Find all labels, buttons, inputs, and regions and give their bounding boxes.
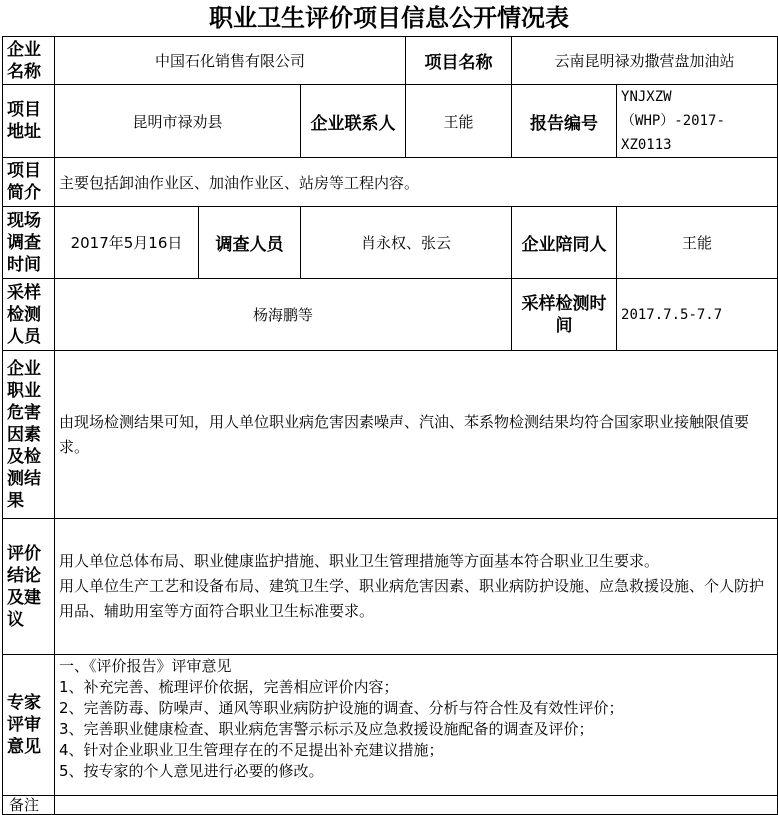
row-sampling <box>3 279 778 351</box>
expert-line: 5、按专家的个人意见进行必要的修改。 <box>59 762 324 780</box>
project-address-value: 昆明市禄劝县 <box>55 85 301 158</box>
project-name-label: 项目名称 <box>406 37 512 85</box>
report-no-label: 报告编号 <box>512 85 617 158</box>
expert-opinion-label: 专家评审意见 <box>3 655 55 796</box>
company-name-label: 企业名称 <box>3 37 55 85</box>
contact-value: 王能 <box>406 85 512 158</box>
row-address <box>3 85 778 158</box>
survey-time-label: 现场调查时间 <box>3 207 55 279</box>
expert-opinion-value <box>55 655 778 796</box>
info-table <box>2 36 778 815</box>
expert-line: 一、《评价报告》评审意见 <box>59 657 232 675</box>
company-escort-label: 企业陪同人 <box>512 207 617 279</box>
company-escort-value: 王能 <box>617 207 778 279</box>
sampling-time-label: 采样检测时间 <box>512 279 617 351</box>
company-name-value: 中国石化销售有限公司 <box>55 37 406 85</box>
page-title: 职业卫生评价项目信息公开情况表 <box>209 4 569 32</box>
expert-line: 4、针对企业职业卫生管理存在的不足提出补充建议措施； <box>59 741 444 759</box>
project-name-value: 云南昆明禄劝撒营盘加油站 <box>512 37 778 85</box>
row-survey <box>3 207 778 279</box>
project-summary-label: 项目简介 <box>3 158 55 207</box>
expert-line: 3、完善职业健康检查、职业病危害警示标示及应急救援设施配备的调查及评价； <box>59 720 594 738</box>
hazard-results-value: 由现场检测结果可知，用人单位职业病危害因素噪声、汽油、苯系物检测结果均符合国家职业接触限值要求。 <box>55 351 778 519</box>
sampling-staff-value: 杨海鹏等 <box>55 279 512 351</box>
investigators-label: 调查人员 <box>199 207 301 279</box>
row-expert <box>3 655 778 796</box>
row-company <box>3 37 778 85</box>
remarks-value <box>55 796 778 815</box>
remarks-label: 备注 <box>3 796 55 815</box>
sampling-staff-label: 采样检测人员 <box>3 279 55 351</box>
expert-line: 1、补充完善、梳理评价依据，完善相应评价内容； <box>59 678 399 696</box>
conclusion-label: 评价结论及建议 <box>3 519 55 655</box>
project-summary-value: 主要包括卸油作业区、加油作业区、站房等工程内容。 <box>55 158 778 207</box>
row-summary <box>3 158 778 207</box>
contact-label: 企业联系人 <box>301 85 406 158</box>
investigators-value: 肖永权、张云 <box>301 207 512 279</box>
survey-time-value: 2017年5月16日 <box>55 207 199 279</box>
row-hazard <box>3 351 778 519</box>
hazard-results-label: 企业职业危害因素及检测结果 <box>3 351 55 519</box>
report-no-value: YNJXZW（WHP）-2017-XZ0113 <box>617 85 778 158</box>
row-remarks <box>3 796 778 815</box>
project-address-label: 项目地址 <box>3 85 55 158</box>
row-conclusion <box>3 519 778 655</box>
sampling-time-value: 2017.7.5-7.7 <box>617 279 778 351</box>
conclusion-value <box>55 519 778 655</box>
conclusion-paragraph-2: 用人单位生产工艺和设备布局、建筑卫生学、职业病危害因素、职业病防护设施、应急救援设施、个人防护用品、辅助用室等方面符合职业卫生标准要求。 <box>59 577 765 620</box>
conclusion-paragraph-1: 用人单位总体布局、职业健康监护措施、职业卫生管理措施等方面基本符合职业卫生要求。 <box>59 552 660 570</box>
expert-line: 2、完善防毒、防噪声、通风等职业病防护设施的调查、分析与符合性及有效性评价； <box>59 699 624 717</box>
